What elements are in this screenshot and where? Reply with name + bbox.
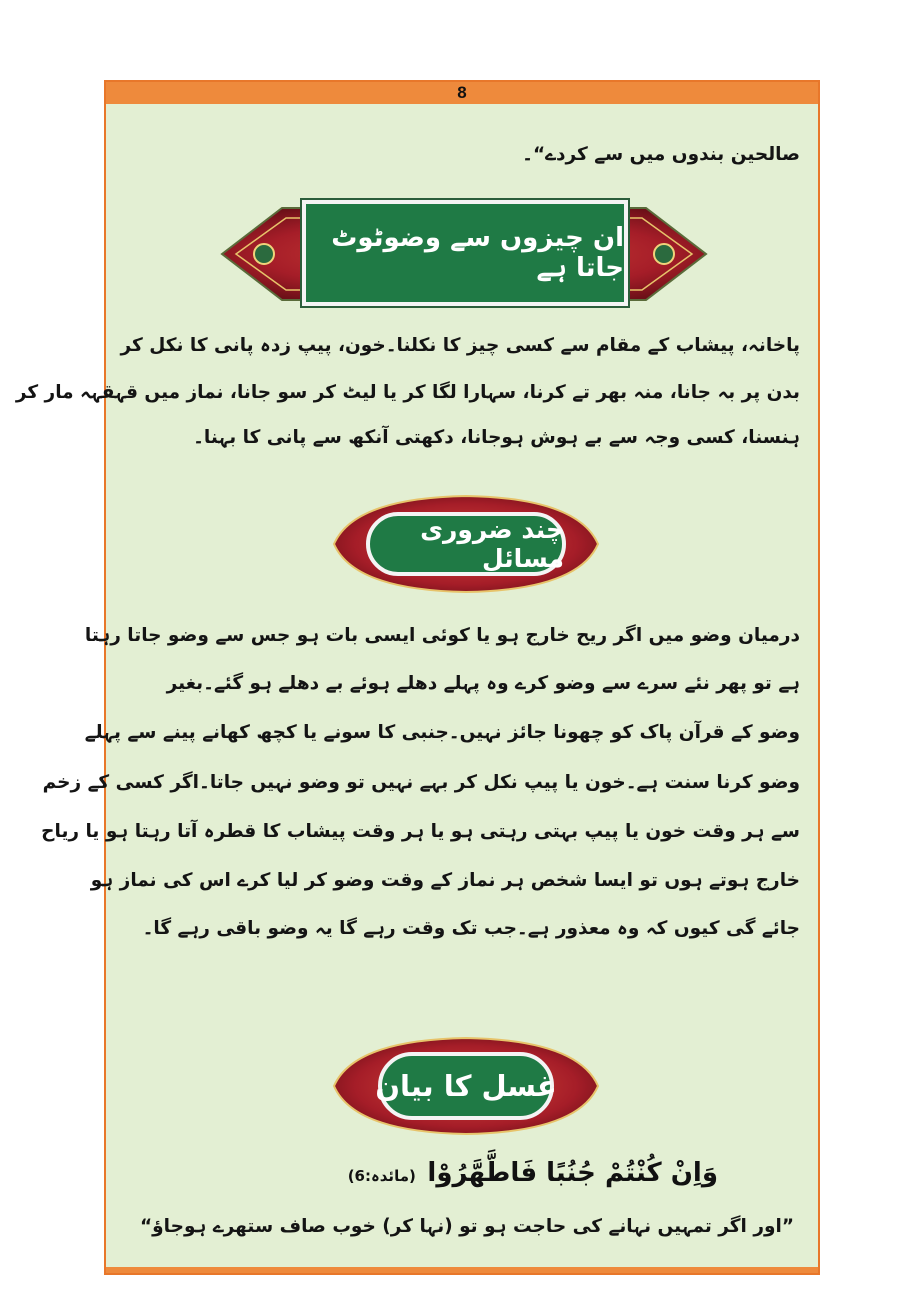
paragraph-2-line: خارج ہوتے ہوں تو ایسا شخص ہر نماز کے وقت وضو کر لیا کرے اس کی نماز ہو [90,870,800,891]
ayah-translation: ”اور اگر تمہیں نہانے کی حاجت ہو تو (نہا کر) خوب صاف ستھرے ہوجاؤ“ [140,1216,794,1237]
ayah-reference: (مائدہ:6) [347,1167,416,1185]
paragraph-2-line: ہے تو پھر نئے سرے سے وضو کرے وہ پہلے دھلے ہوئے بے دھلے ہو گئے۔بغیر [166,673,800,694]
paragraph-1-line: بدن پر بہ جانا، منہ بھر تے کرنا، سہارا لگا کر یا لیٹ کر سو جانا، نماز میں قہقہہ مار کر [15,382,800,403]
heading-2-frame [324,490,608,598]
quran-ayah [348,1158,718,1188]
paragraph-1-line: پاخانہ، پیشاب کے مقام سے کسی چیز کا نکلنا۔خون، پیپ زدہ پانی کا نکل کر [120,335,800,356]
intro-line: صالحین بندوں میں سے کردے“۔ [522,144,800,165]
paragraph-2-line: سے ہر وقت خون یا پیپ بہتی رہتی ہو یا ہر وقت پیشاب کا قطرہ آتا رہتا ہو یا ریاح [41,821,800,842]
page-number-bar [106,82,818,104]
paragraph-2-line: درمیان وضو میں اگر ریح خارج ہو یا کوئی ایسی بات ہو جس سے وضو جاتا رہتا [84,625,800,646]
heading-wudu-breakers: ان چیزوں سے وضوٹوٹ جاتا ہے [302,200,628,306]
ayah-text: وَاِنْ كُنْتُمْ جُنُبًا فَاطَّهَّرُوْا [427,1158,718,1188]
page-number: 8 [457,83,467,102]
heading-important-issues: چند ضروری مسائل [420,515,564,573]
heading-ghusl: غسل کا بیان [375,1069,557,1103]
paragraph-2-line: جائے گی کیوں کہ وہ معذور ہے۔جب تک وقت رہے گا یہ وضو باقی رہے گا۔ [142,918,800,939]
paragraph-2-line: وضو کرنا سنت ہے۔خون یا پیپ نکل کر بہے نہیں تو وضو نہیں جاتا۔اگر کسی کے زخم [42,772,800,793]
paragraph-1-line: ہنسنا، کسی وجہ سے بے ہوش ہوجانا، دکھتی آنکھ سے پانی کا بہنا۔ [193,427,800,448]
heading-3-frame [324,1032,608,1140]
page-bottom-bar [106,1267,818,1273]
paragraph-2-line: وضو کے قرآن پاک کو چھونا جائز نہیں۔جنبی کا سونے یا کچھ کھانے پینے سے پہلے [84,722,800,743]
book-page [15,80,820,1275]
